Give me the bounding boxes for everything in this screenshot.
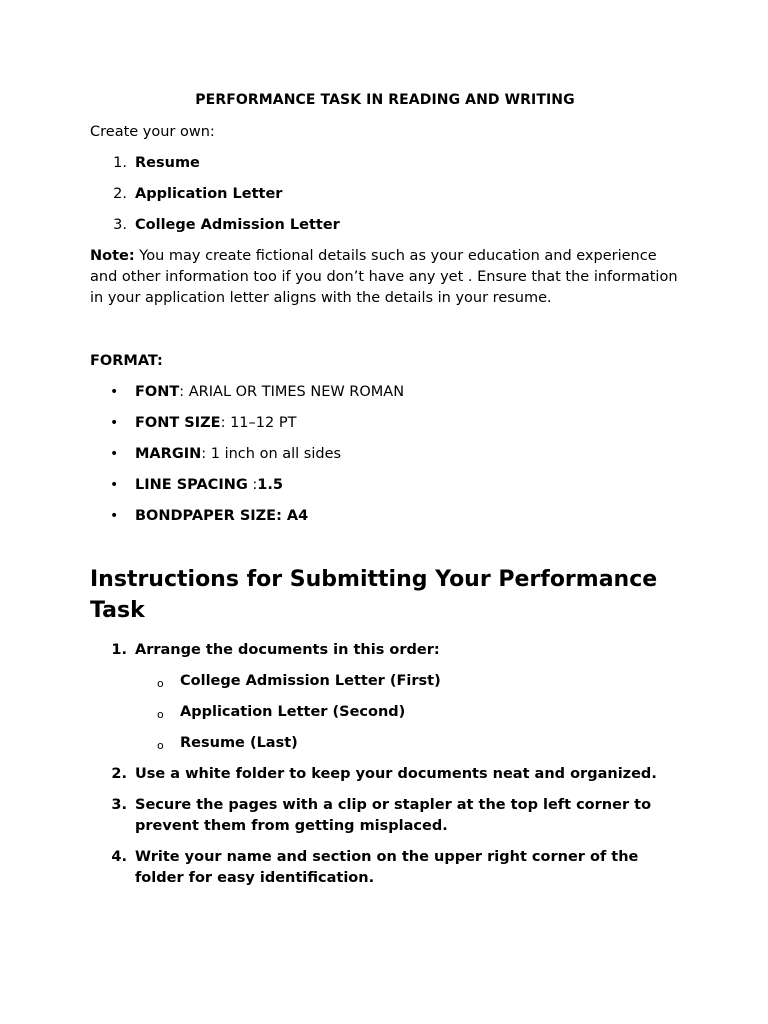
format-key: FONT SIZE bbox=[135, 415, 221, 431]
format-key: BONDPAPER SIZE: A4 bbox=[135, 508, 309, 524]
order-item-text: Application Letter (Second) bbox=[180, 704, 406, 720]
order-item-text: Resume (Last) bbox=[180, 735, 298, 751]
instruction-step bbox=[90, 764, 680, 785]
list-number: 1. bbox=[113, 155, 127, 171]
note-paragraph bbox=[90, 246, 680, 309]
step-number: 2. bbox=[111, 766, 127, 782]
format-value: : 1 inch on all sides bbox=[201, 446, 342, 462]
order-list bbox=[135, 671, 680, 754]
list-number: 3. bbox=[113, 217, 127, 233]
circle-bullet-icon: o bbox=[157, 708, 164, 721]
order-item bbox=[135, 702, 680, 723]
step-text: Arrange the documents in this order: bbox=[135, 642, 440, 658]
format-item-paper-size bbox=[90, 506, 680, 527]
format-key: MARGIN bbox=[135, 446, 202, 462]
bullet-icon: • bbox=[110, 508, 119, 524]
format-label: FORMAT: bbox=[90, 353, 163, 369]
step-text: Write your name and section on the upper right corner of the folder for easy identification. bbox=[135, 849, 639, 886]
list-item-label: Resume bbox=[135, 155, 200, 171]
circle-bullet-icon: o bbox=[157, 677, 164, 690]
list-item bbox=[90, 153, 680, 174]
step-number: 3. bbox=[111, 797, 127, 813]
format-value: : 11–12 PT bbox=[220, 415, 297, 431]
step-text: Use a white folder to keep your documents neat and organized. bbox=[135, 766, 657, 782]
list-item bbox=[90, 215, 680, 236]
bullet-icon: • bbox=[110, 415, 119, 431]
format-list bbox=[90, 382, 680, 527]
bullet-icon: • bbox=[110, 446, 119, 462]
order-item-text: College Admission Letter (First) bbox=[180, 673, 441, 689]
document-title: PERFORMANCE TASK IN READING AND WRITING bbox=[195, 92, 575, 108]
circle-bullet-icon: o bbox=[157, 739, 164, 752]
format-value: : ARIAL OR TIMES NEW ROMAN bbox=[179, 384, 405, 400]
format-item-font bbox=[90, 382, 680, 403]
bullet-icon: • bbox=[110, 384, 119, 400]
instruction-step bbox=[90, 847, 680, 889]
format-value-bold: 1.5 bbox=[257, 477, 283, 493]
instruction-step bbox=[90, 795, 680, 837]
note-label: Note: bbox=[90, 248, 135, 264]
bullet-icon: • bbox=[110, 477, 119, 493]
format-item-line-spacing bbox=[90, 475, 680, 496]
format-item-margin bbox=[90, 444, 680, 465]
list-item-label: College Admission Letter bbox=[135, 217, 340, 233]
order-item bbox=[135, 671, 680, 692]
instructions-list bbox=[90, 640, 680, 889]
list-item-label: Application Letter bbox=[135, 186, 283, 202]
list-number: 2. bbox=[113, 186, 127, 202]
instruction-step bbox=[90, 640, 680, 754]
format-item-font-size bbox=[90, 413, 680, 434]
order-item bbox=[135, 733, 680, 754]
format-key: FONT bbox=[135, 384, 180, 400]
document-page bbox=[90, 90, 680, 899]
list-item bbox=[90, 184, 680, 205]
step-text: Secure the pages with a clip or stapler at the top left corner to prevent them from getting misplaced. bbox=[135, 797, 652, 834]
format-key: LINE SPACING bbox=[135, 477, 248, 493]
note-text: You may create fictional details such as your education and experience and other information too if you don’t have any yet . Ensure that the information in your application letter aligns with the details in your resume. bbox=[90, 248, 678, 306]
format-value: : bbox=[247, 477, 258, 493]
step-number: 4. bbox=[111, 849, 127, 865]
intro-text: Create your own: bbox=[90, 124, 215, 140]
step-number: 1. bbox=[111, 642, 127, 658]
instructions-heading: Instructions for Submitting Your Performance Task bbox=[90, 567, 658, 623]
create-list bbox=[90, 153, 680, 236]
